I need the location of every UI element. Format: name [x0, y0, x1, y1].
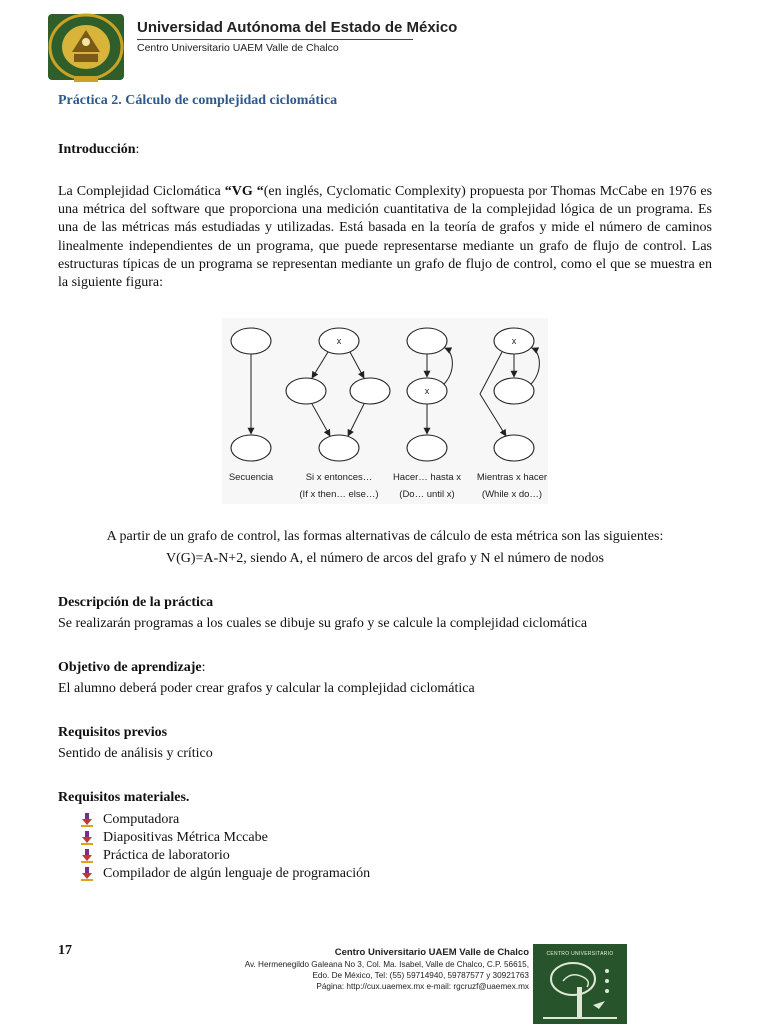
arrow-bullet-icon [80, 813, 94, 827]
university-seal [44, 10, 128, 86]
list-item [80, 865, 370, 883]
footer-web: Página: http://cux.uaemex.mx e-mail: rgcruzf@uaemex.mx [316, 982, 529, 991]
arrow-bullet-icon [80, 831, 94, 845]
graph-node [350, 378, 390, 404]
footer-phone: Edo. De México, Tel: (55) 59714940, 59787577 y 30921763 [312, 971, 529, 980]
campus-logo-text: CENTRO UNIVERSITARIO [546, 951, 614, 957]
figure-label-while: Mientras x hacer [476, 472, 548, 483]
materials-list [80, 811, 370, 883]
formula-intro: A partir de un grafo de control, las formas alternativas de cálculo de esta métrica son las siguientes: [106, 529, 664, 544]
graph-node [407, 328, 447, 354]
graph-edge [350, 352, 364, 378]
graph-node [319, 435, 359, 461]
list-item [80, 829, 370, 847]
intro-text-bold: “VG “ [224, 184, 264, 199]
section-heading: Objetivo de aprendizaje [58, 660, 202, 675]
material-label: Práctica de laboratorio [103, 848, 230, 863]
graph-node [231, 328, 271, 354]
figure-sublabel-do: (Do… until x) [399, 489, 455, 500]
graph-edge [348, 404, 364, 436]
campus-name: Centro Universitario UAEM Valle de Chalco [137, 42, 339, 54]
node-label: x [424, 386, 430, 396]
section-heading: Descripción de la práctica [58, 595, 214, 610]
intro-text-start: La Complejidad Ciclomática [58, 184, 225, 199]
section-text: Sentido de análisis y crítico [58, 746, 213, 761]
graph-node [494, 378, 534, 404]
intro-heading-row [58, 142, 139, 158]
intro-text-rest: (en inglés, Cyclomatic Complexity) propuesta por Thomas McCabe en 1976 es una métrica del software que proporciona una medición cuantitativa de la complejidad lógica de un programa. Es una de las métricas más estudiadas y utilizadas. Está basada en la teoría de grafos y mide el número de caminos linealmente independientes de un programa, que puede representarse mediante un grafo de flujo de control. Las estructuras típicas de un programa se representan mediante un grafo de flujo de control, como el que se muestra en la siguiente figura: [58, 184, 713, 291]
graph-node [231, 435, 271, 461]
materials-heading: Requisitos materiales. [58, 790, 190, 805]
intro-heading-suffix: : [135, 142, 140, 157]
graph-edge [312, 352, 328, 378]
node-label: x [511, 336, 517, 346]
figure-label-sequence: Secuencia [228, 472, 274, 483]
section-prereq [58, 725, 167, 741]
section-heading: Requisitos previos [58, 725, 168, 740]
section-description [58, 595, 213, 611]
university-name: Universidad Autónoma del Estado de México [137, 19, 458, 36]
graph-edge [312, 404, 330, 436]
figure-sublabel-if: (If x then… else…) [299, 489, 379, 500]
graph-node [494, 435, 534, 461]
section-text: El alumno deberá poder crear grafos y calcular la complejidad ciclomática [58, 681, 475, 696]
practice-title: Práctica 2. Cálculo de complejidad ciclomática [58, 93, 338, 108]
intro-paragraph [58, 183, 712, 292]
material-label: Diapositivas Métrica Mccabe [103, 830, 268, 845]
material-label: Compilador de algún lenguaje de programación [103, 866, 371, 881]
section-objective [58, 660, 206, 676]
node-label: x [336, 336, 342, 346]
header-divider [137, 39, 413, 40]
footer-title: Centro Universitario UAEM Valle de Chalco [334, 947, 529, 958]
footer-address: Av. Hermenegildo Galeana No 3, Col. Ma. Isabel, Valle de Chalco, C.P. 56615, [244, 960, 529, 969]
arrow-bullet-icon [80, 849, 94, 863]
list-item [80, 847, 370, 865]
list-item [80, 811, 370, 829]
section-heading-suffix: : [201, 660, 206, 675]
graph-node [407, 435, 447, 461]
graph-edge [444, 348, 452, 384]
figure-label-do: Hacer… hasta x [392, 472, 462, 483]
section-text: Se realizarán programas a los cuales se dibuje su grafo y se calcule la complejidad ciclomática [58, 616, 588, 631]
formula-text: V(G)=A-N+2, siendo A, el número de arcos del grafo y N el número de nodos [165, 551, 604, 566]
page-number: 17 [58, 943, 72, 958]
tree-icon [533, 957, 627, 1025]
arrow-bullet-icon [80, 867, 94, 881]
figure-label-if: Si x entonces… [305, 472, 373, 483]
intro-heading: Introducción [58, 142, 136, 157]
material-label: Computadora [103, 812, 180, 827]
control-flow-figure [222, 318, 548, 504]
figure-sublabel-while: (While x do…) [481, 489, 543, 500]
graph-node [286, 378, 326, 404]
campus-logo [533, 944, 627, 1024]
graph-edge [531, 348, 539, 384]
